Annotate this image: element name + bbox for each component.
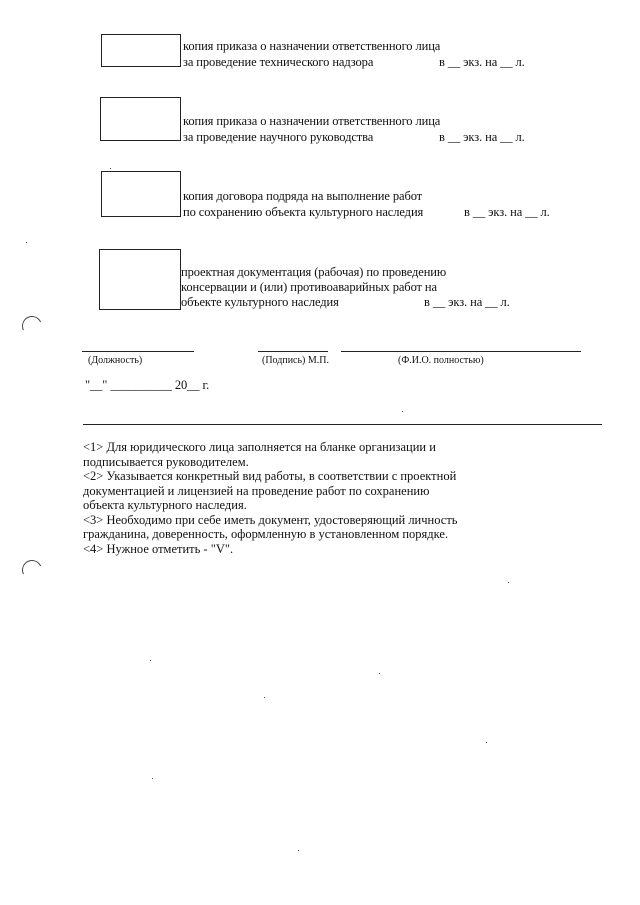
checkbox-item-1[interactable] bbox=[101, 34, 181, 67]
footnote-line: <3> Необходимо при себе иметь документ, удостоверяющий личность bbox=[83, 513, 458, 527]
punch-hole-mark bbox=[19, 313, 45, 339]
position-label: (Должность) bbox=[88, 355, 143, 366]
item-4-line-3: объекте культурного наследия bbox=[181, 295, 339, 309]
item-1-line-1: копия приказа о назначении ответственного лица bbox=[183, 39, 441, 53]
footnote-line: <2> Указывается конкретный вид работы, в соответствии с проектной bbox=[83, 469, 457, 483]
scan-speck bbox=[486, 742, 487, 743]
checkbox-item-2[interactable] bbox=[100, 97, 181, 141]
signature-label: (Подпись) М.П. bbox=[262, 355, 329, 366]
item-4-line-2: консервации и (или) противоаварийных работ на bbox=[181, 280, 437, 294]
footnote-line: документацией и лицензией на проведение работ по сохранению bbox=[83, 484, 430, 498]
scan-speck bbox=[298, 850, 299, 851]
checkbox-item-4[interactable] bbox=[99, 249, 181, 310]
position-line bbox=[82, 351, 194, 352]
full-name-label: (Ф.И.О. полностью) bbox=[398, 355, 484, 366]
footnote-separator bbox=[83, 424, 602, 425]
signature-line bbox=[258, 351, 328, 352]
footnote-line: гражданина, доверенность, оформленную в установленном порядке. bbox=[83, 527, 449, 541]
footnote-line: объекта культурного наследия. bbox=[83, 498, 247, 512]
item-4-copies: в __ экз. на __ л. bbox=[424, 295, 510, 309]
scan-speck bbox=[152, 778, 153, 779]
scan-speck bbox=[110, 168, 111, 169]
scan-speck bbox=[402, 411, 403, 412]
item-2-copies: в __ экз. на __ л. bbox=[439, 130, 525, 144]
checkbox-item-3[interactable] bbox=[101, 171, 181, 217]
item-1-copies: в __ экз. на __ л. bbox=[439, 55, 525, 69]
scan-speck bbox=[26, 242, 27, 243]
scan-speck bbox=[264, 697, 265, 698]
item-3-copies: в __ экз. на __ л. bbox=[464, 205, 550, 219]
scan-speck bbox=[508, 582, 509, 583]
item-3-line-1: копия договора подряда на выполнение работ bbox=[183, 189, 423, 203]
scan-speck bbox=[150, 660, 151, 661]
item-2-line-1: копия приказа о назначении ответственного лица bbox=[183, 114, 441, 128]
item-4-line-1: проектная документация (рабочая) по проведению bbox=[181, 265, 447, 279]
scan-speck bbox=[379, 673, 380, 674]
footnote-line: подписывается руководителем. bbox=[83, 455, 249, 469]
punch-hole-mark bbox=[19, 557, 45, 583]
item-1-line-2: за проведение технического надзора bbox=[183, 55, 374, 69]
item-2-line-2: за проведение научного руководства bbox=[183, 130, 374, 144]
item-3-line-2: по сохранению объекта культурного наследия bbox=[183, 205, 424, 219]
footnote-line: <1> Для юридического лица заполняется на бланке организации и bbox=[83, 440, 436, 454]
footnote-line: <4> Нужное отметить - "V". bbox=[83, 542, 234, 556]
full-name-line bbox=[341, 351, 581, 352]
date-line: "__" __________ 20__ г. bbox=[85, 378, 210, 392]
